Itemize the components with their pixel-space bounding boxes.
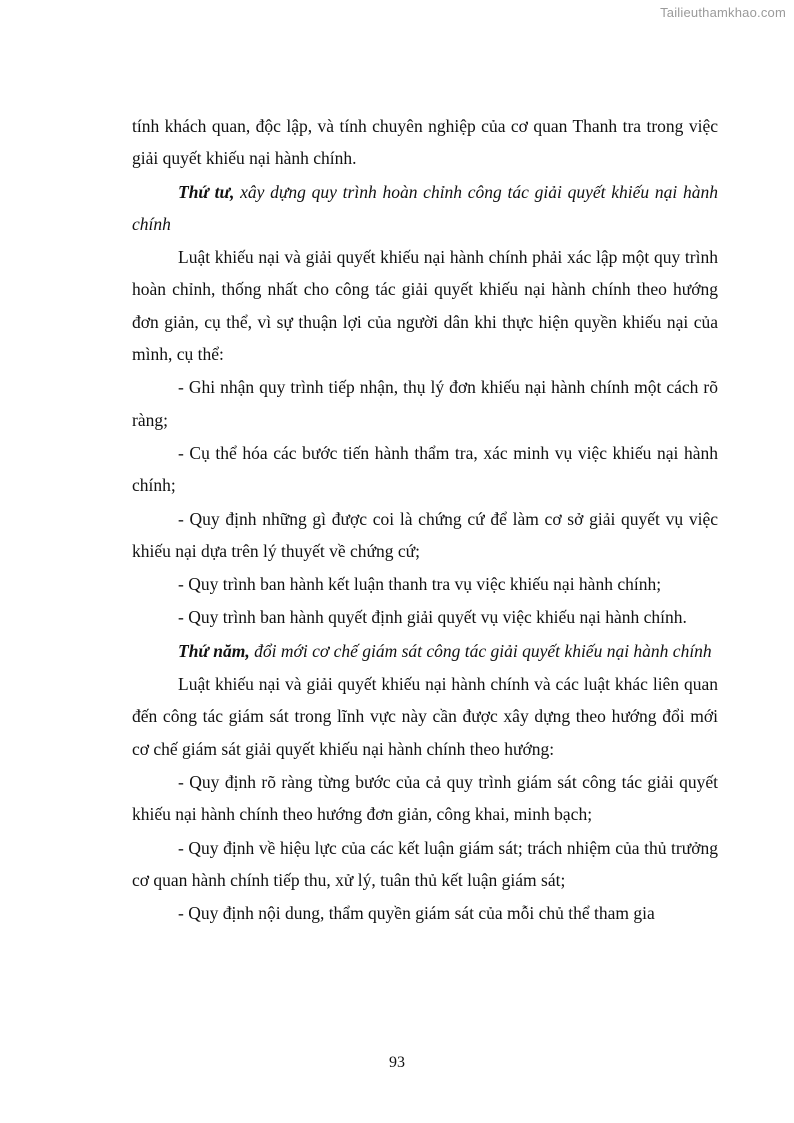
- list-item: - Quy định nội dung, thẩm quyền giám sát của mỗi chủ thể tham gia: [178, 903, 655, 924]
- heading-thu-tu: [132, 176, 718, 241]
- page-number: 93: [389, 1054, 405, 1071]
- heading-lead: Thứ tư,: [178, 181, 235, 202]
- watermark-text: Tailieuthamkhao.com: [660, 5, 786, 20]
- paragraph: Luật khiếu nại và giải quyết khiếu nại hành chính phải xác lập một quy trình hoàn chỉnh, thống nhất cho công tác giải quyết khiếu nại hành chính theo hướng đơn giản, cụ thể, vì sự thuận lợi của người dân khi thực hiện quyền khiếu nại của mình, cụ thể:: [132, 247, 718, 365]
- list-item: - Ghi nhận quy trình tiếp nhận, thụ lý đơn khiếu nại hành chính một cách rõ ràng;: [132, 377, 718, 430]
- list-item: - Cụ thể hóa các bước tiến hành thẩm tra, xác minh vụ việc khiếu nại hành chính;: [132, 442, 718, 496]
- list-item: - Quy trình ban hành quyết định giải quyết vụ việc khiếu nại hành chính.: [178, 607, 687, 628]
- heading-lead: Thứ năm,: [178, 640, 250, 661]
- list-item: - Quy định những gì được coi là chứng cứ để làm cơ sở giải quyết vụ việc khiếu nại dựa trên lý thuyết về chứng cứ;: [132, 508, 718, 561]
- list-item: - Quy trình ban hành kết luận thanh tra vụ việc khiếu nại hành chính;: [178, 574, 662, 595]
- heading-thu-nam: [132, 635, 718, 667]
- document-body: [132, 110, 718, 930]
- list-item: - Quy định rõ ràng từng bước của cả quy trình giám sát công tác giải quyết khiếu nại hành chính theo hướng đơn giản, công khai, minh bạch;: [132, 771, 718, 825]
- heading-text: đổi mới cơ chế giám sát công tác giải quyết khiếu nại hành chính: [249, 640, 712, 661]
- paragraph: Luật khiếu nại và giải quyết khiếu nại hành chính và các luật khác liên quan đến công tác giám sát trong lĩnh vực này cần được xây dựng theo hướng đổi mới cơ chế giám sát giải quyết khiếu nại hành chính theo hướng:: [132, 674, 718, 759]
- list-item: - Quy định về hiệu lực của các kết luận giám sát; trách nhiệm của thủ trưởng cơ quan hành chính tiếp thu, xử lý, tuân thủ kết luận giám sát;: [132, 837, 718, 890]
- heading-text: xây dựng quy trình hoàn chỉnh công tác giải quyết khiếu nại hành chính: [132, 181, 718, 234]
- paragraph-continuation: tính khách quan, độc lập, và tính chuyên nghiệp của cơ quan Thanh tra trong việc giải quyết khiếu nại hành chính.: [132, 116, 718, 169]
